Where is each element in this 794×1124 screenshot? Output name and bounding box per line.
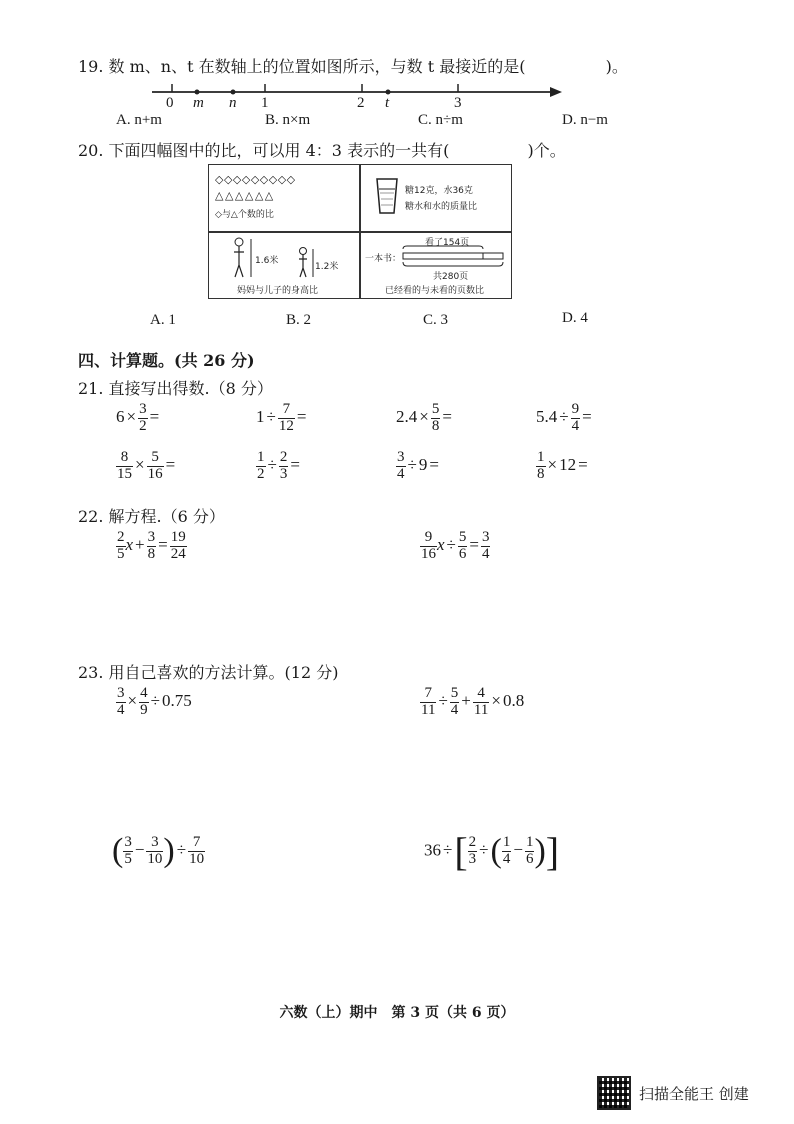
figure-divider-h: [209, 231, 511, 233]
q20-option-c[interactable]: C. 3: [423, 312, 449, 328]
point-t: [386, 90, 391, 95]
watermark-text: 扫描全能王 创建: [639, 1085, 749, 1103]
q22-2-x: x: [437, 535, 445, 555]
q19-option-b[interactable]: B. n×m: [265, 112, 311, 128]
q23-expr3: [112, 832, 205, 870]
q21-5-d2: 16: [147, 465, 163, 482]
q23-1-c: 0.75: [161, 691, 192, 711]
q19-option-a[interactable]: A. n+m: [116, 112, 162, 128]
book-label: 一本书：: [365, 254, 402, 264]
q22-2-n3: 3: [481, 529, 490, 545]
q21-3-frac: [431, 402, 441, 435]
q22-1-n2: 3: [147, 529, 156, 545]
q21-5-d1: 15: [117, 465, 132, 482]
q21-8-op: ×: [547, 455, 558, 475]
q23-4-rparen: ): [534, 832, 546, 870]
q23-2-d1: 11: [421, 701, 436, 718]
q21-4-frac: [571, 402, 581, 435]
q21-8-n1: 1: [537, 449, 545, 465]
q23-3-n3: 7: [188, 835, 205, 852]
q21-4-op: ÷: [559, 407, 569, 427]
q23-4-n3: 1: [525, 834, 534, 851]
q22-2-n1: 9: [420, 530, 437, 547]
q21-8-frac1: [536, 450, 546, 483]
section-4-title: 四、计算题。(共 26 分): [78, 351, 255, 370]
q23-3-op2: ÷: [176, 839, 187, 859]
q21-8-eq: =: [578, 455, 588, 475]
q19-stem: [78, 54, 628, 77]
q23-2-d3: 11: [473, 701, 489, 718]
q23-2-n3: 4: [473, 686, 489, 703]
q21-4-eq: =: [582, 407, 592, 427]
q22-1-frac1: [116, 530, 126, 563]
q23-4-lbracket: [: [454, 829, 468, 874]
q21-5-eq: =: [165, 455, 176, 475]
q23-2-c: 0.8: [502, 691, 525, 711]
q22-1-eq: =: [158, 535, 168, 555]
q21-1-den: 2: [139, 417, 147, 434]
q21-5-frac1: [116, 450, 133, 483]
q23-3-rparen: ): [163, 832, 175, 869]
q23-3-d3: 10: [189, 850, 205, 867]
q21-item-6: [256, 450, 302, 483]
q22-1-d3: 24: [170, 545, 186, 562]
q21-item-8: [536, 450, 590, 483]
q21-7-b: 9: [418, 455, 428, 475]
q21-stem: 21. 直接写出得数.（8 分）: [78, 379, 273, 398]
axis-label-2: 2: [357, 95, 365, 111]
q23-1-op2: ÷: [150, 691, 160, 711]
q22-2-eq: =: [469, 535, 479, 555]
q21-7-n1: 3: [397, 449, 405, 465]
q22-2-frac2: [458, 530, 468, 563]
q22-1-n3: 19: [170, 529, 186, 545]
q19-stem-end: )。: [605, 57, 628, 76]
q21-1-eq: =: [149, 407, 160, 427]
q21-2-num: 7: [278, 402, 295, 419]
book-caption: 已经看的与未看的页数比: [385, 286, 485, 296]
q22-1-frac2: [147, 530, 157, 563]
q23-1-n1: 3: [117, 685, 125, 701]
q22-2-frac1: [420, 530, 437, 563]
q21-4-a: 5.4: [536, 407, 558, 427]
q23-1-frac2: [139, 686, 149, 719]
q23-4-rbracket: ]: [545, 829, 560, 874]
book-total: 共280页: [433, 272, 469, 282]
q20-option-d[interactable]: D. 4: [562, 310, 588, 326]
q23-expr2: [420, 686, 524, 719]
q23-4-op0: ÷: [443, 840, 453, 860]
q22-1-op: +: [135, 535, 145, 555]
son-height: 1.2米: [315, 262, 339, 272]
q23-2-op3: ×: [491, 691, 501, 711]
q23-3-d1: 5: [124, 850, 132, 867]
q22-eq1: [116, 530, 187, 563]
q21-1-num: 3: [139, 401, 147, 417]
q20-stem-end: )个。: [527, 141, 566, 160]
triangles-row: △△△△△△: [215, 189, 275, 202]
q22-1-frac3: [170, 530, 187, 563]
q21-item-5: [116, 450, 177, 483]
q21-6-frac2: [279, 450, 289, 483]
point-n: [231, 90, 236, 95]
q22-1-x: x: [125, 535, 134, 555]
q20-figure: [208, 164, 512, 299]
q21-6-n2: 2: [279, 449, 288, 465]
q20-option-b[interactable]: B. 2: [286, 312, 312, 328]
q23-expr4: [424, 828, 559, 875]
axis-label-m: m: [193, 95, 204, 111]
q22-2-frac3: [481, 530, 491, 563]
q23-4-op1: ÷: [479, 840, 489, 860]
q23-4-frac1: [468, 835, 478, 868]
q22-2-d2: 6: [458, 545, 467, 562]
q23-4-a: 36: [424, 840, 441, 860]
q21-3-a: 2.4: [396, 407, 418, 427]
q21-1-a: 6: [116, 407, 125, 427]
q20-stem: [78, 138, 566, 161]
q23-3-d2: 10: [147, 850, 163, 867]
q21-6-eq: =: [290, 455, 300, 475]
book-read: 看了154页: [425, 238, 470, 248]
q22-1-n1: 2: [117, 529, 125, 545]
q21-8-b: 12: [559, 455, 577, 475]
q23-1-d1: 4: [117, 701, 125, 718]
q21-1-frac: [138, 402, 148, 435]
q23-1-d2: 9: [140, 701, 148, 718]
axis-label-3: 3: [454, 95, 462, 111]
axis-label-n: n: [229, 95, 237, 111]
cup-icon: [375, 177, 399, 215]
q23-4-frac3: [525, 835, 535, 868]
q23-2-frac3: [473, 686, 489, 719]
q19-option-d[interactable]: D. n−m: [562, 112, 608, 128]
mom-height: 1.6米: [255, 256, 279, 266]
q21-7-d1: 4: [397, 465, 405, 482]
q21-item-4: [536, 402, 594, 435]
q22-1-d2: 8: [147, 545, 156, 562]
q19-stem-text: 19. 数 m、n、t 在数轴上的位置如图所示，与数 t 最接近的是(: [78, 57, 526, 76]
q23-3-frac3: [188, 835, 205, 868]
height-caption: 妈妈与儿子的身高比: [237, 286, 319, 296]
shapes-caption: ◇与△个数的比: [215, 210, 274, 220]
q22-eq2: [420, 530, 490, 563]
q21-6-n1: 1: [257, 449, 265, 465]
q21-2-den: 12: [278, 417, 294, 434]
q21-3-eq: =: [442, 407, 452, 427]
q23-2-frac1: [420, 686, 436, 719]
q23-3-n1: 3: [124, 833, 132, 850]
q23-1-op1: ×: [127, 691, 138, 711]
q21-5-frac2: [147, 450, 164, 483]
q21-3-den: 8: [431, 417, 440, 434]
q19-option-c[interactable]: C. n÷m: [418, 112, 463, 128]
q23-4-n2: 1: [502, 834, 511, 851]
q23-2-d2: 4: [450, 701, 459, 718]
q21-5-op: ×: [135, 455, 145, 475]
q21-3-num: 5: [431, 401, 440, 417]
q23-3-lparen: (: [112, 832, 124, 869]
q23-expr1: [116, 686, 192, 719]
q23-3-n2: 3: [146, 835, 163, 852]
q22-2-d3: 4: [481, 545, 490, 562]
q23-4-frac2: [502, 835, 512, 868]
q23-2-op1: ÷: [438, 691, 448, 711]
qr-code-icon: [597, 1076, 631, 1110]
q21-item-1: [116, 402, 161, 435]
cup-text-2: 糖水和水的质量比: [405, 202, 478, 212]
q21-5-n1: 8: [116, 450, 133, 467]
q22-2-op: ÷: [446, 535, 456, 555]
q23-4-op2: −: [513, 840, 523, 860]
q22-1-d1: 5: [117, 545, 125, 562]
q21-item-2: [256, 402, 308, 435]
q23-2-op2: +: [461, 691, 471, 711]
q23-4-d1: 3: [468, 851, 477, 867]
q23-stem: 23. 用自己喜欢的方法计算。(12 分): [78, 663, 339, 682]
axis-label-1: 1: [261, 95, 269, 111]
axis-label-t: t: [385, 95, 390, 111]
q21-5-n2: 5: [147, 450, 164, 467]
q21-item-3: [396, 402, 454, 435]
q21-2-op: ÷: [266, 407, 276, 427]
q21-7-eq: =: [429, 455, 439, 475]
q22-2-n2: 5: [458, 529, 467, 545]
axis-label-0: 0: [166, 95, 174, 111]
q21-2-eq: =: [296, 407, 307, 427]
q21-2-a: 1: [256, 407, 265, 427]
q21-6-frac1: [256, 450, 266, 483]
q23-4-d3: 6: [525, 851, 534, 867]
book-bar: [401, 245, 507, 267]
q23-4-n1: 2: [468, 834, 477, 851]
q23-4-d2: 4: [502, 851, 511, 867]
q23-2-n1: 7: [420, 686, 436, 703]
q23-2-frac2: [450, 686, 460, 719]
q21-6-op: ÷: [267, 455, 277, 475]
q23-3-frac2: [146, 835, 163, 868]
q23-1-frac1: [116, 686, 126, 719]
q23-4-lparen: (: [490, 832, 502, 870]
q23-2-n2: 5: [450, 685, 459, 701]
q21-6-d1: 2: [257, 465, 265, 482]
q20-stem-text: 20. 下面四幅图中的比，可以用 4：3 表示的一共有(: [78, 141, 450, 160]
cup-text-1: 糖12克，水36克: [405, 186, 473, 196]
q21-3-op: ×: [419, 407, 429, 427]
point-m: [195, 90, 200, 95]
q22-2-d1: 16: [421, 545, 436, 562]
diamonds-row: ◇◇◇◇◇◇◇◇◇: [215, 173, 296, 186]
page-footer: 六数（上）期中 第 3 页（共 6 页）: [279, 1005, 515, 1021]
q21-2-frac: [278, 402, 295, 435]
q23-3-frac1: [123, 835, 133, 868]
q21-8-d1: 8: [537, 465, 545, 482]
q21-4-den: 4: [571, 417, 580, 434]
number-line-arrow: [550, 87, 562, 97]
q20-option-a[interactable]: A. 1: [150, 312, 176, 328]
q23-1-n2: 4: [140, 685, 148, 701]
q23-3-op1: −: [134, 839, 145, 859]
q21-7-frac1: [396, 450, 406, 483]
q21-7-op: ÷: [407, 455, 417, 475]
q21-6-d2: 3: [279, 465, 288, 482]
q22-stem: 22. 解方程.（6 分）: [78, 507, 225, 526]
q21-1-op: ×: [126, 407, 137, 427]
q21-item-7: [396, 450, 441, 483]
q21-4-num: 9: [571, 401, 580, 417]
